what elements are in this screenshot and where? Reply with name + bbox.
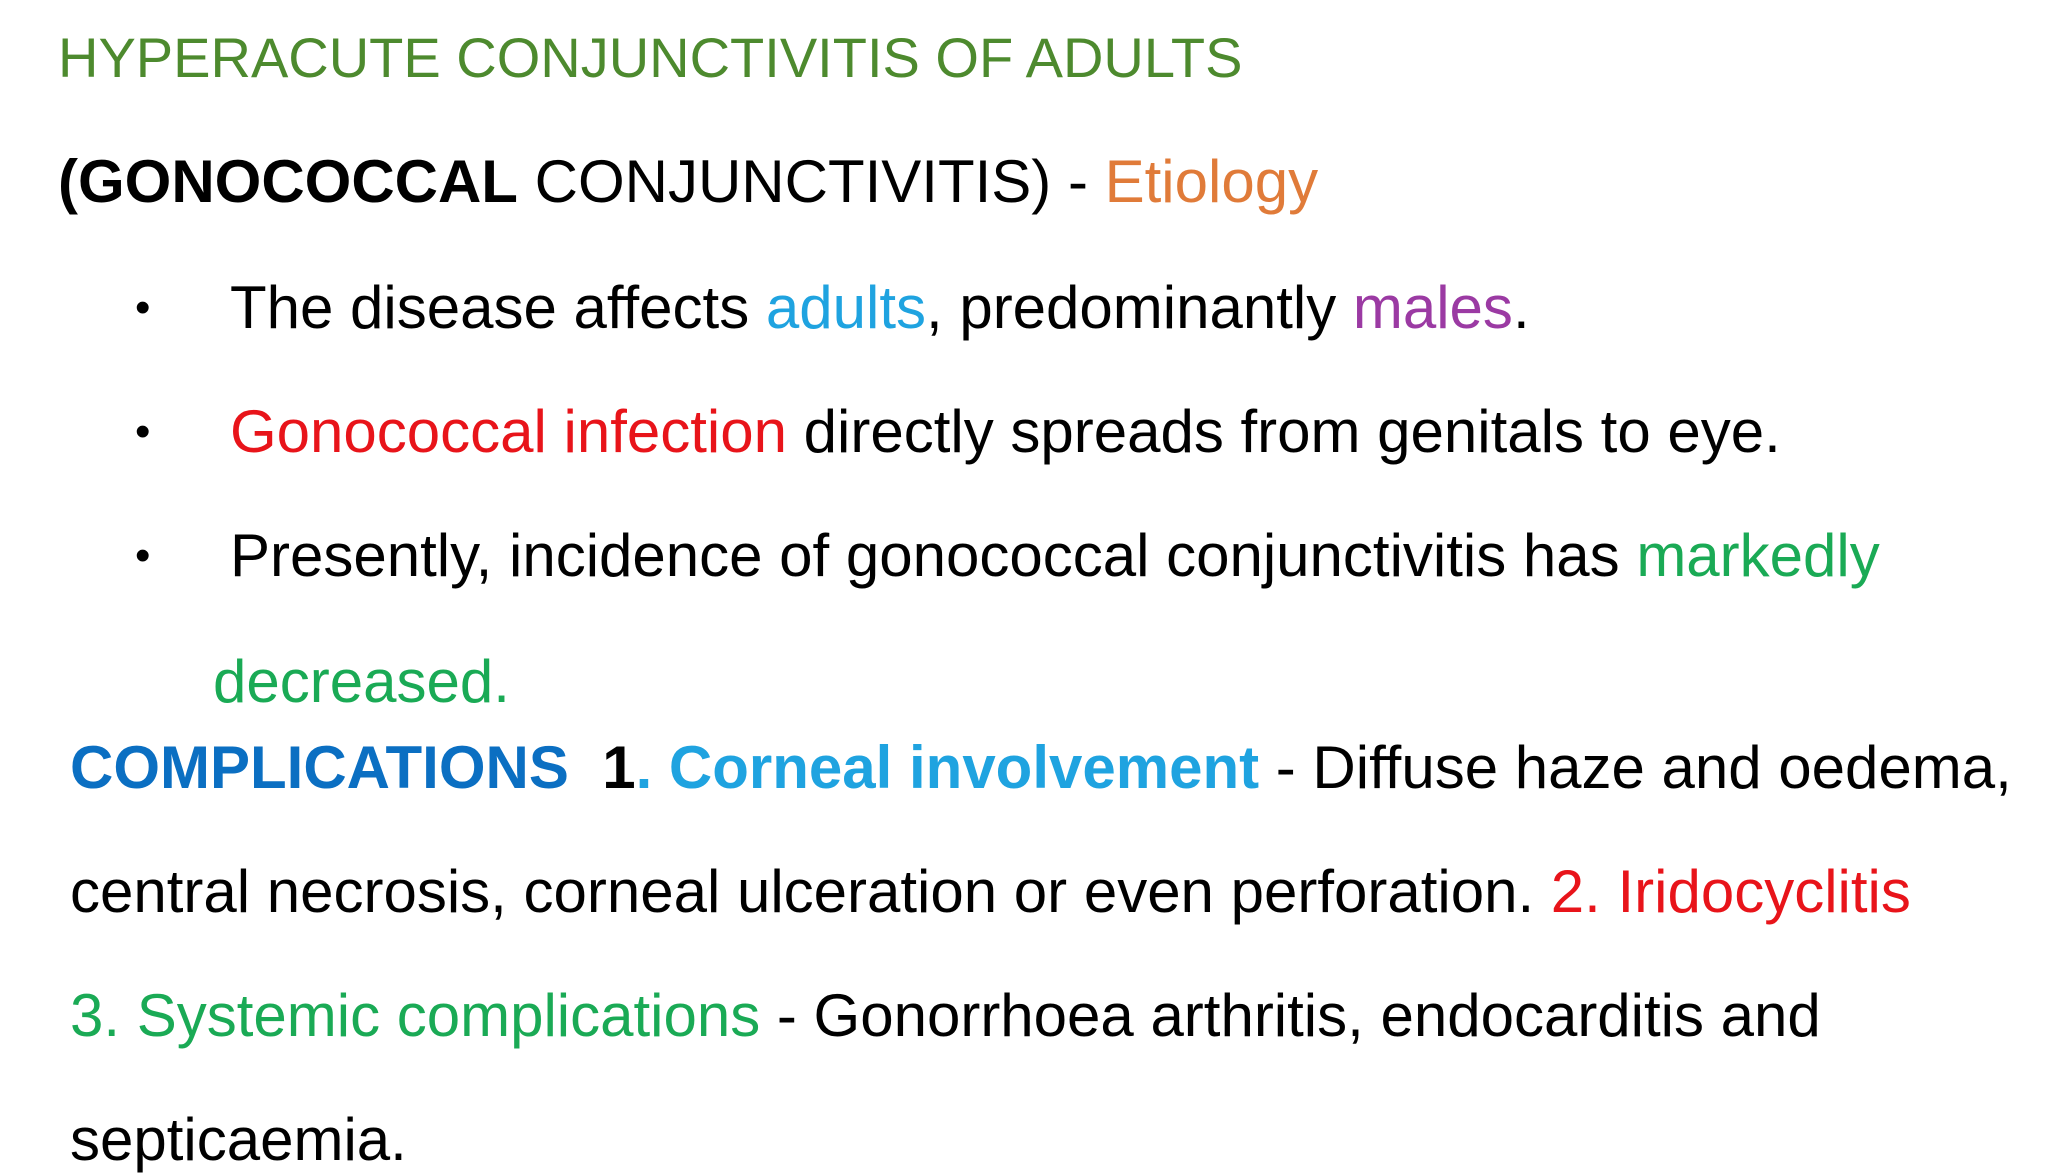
complication-iridocyclitis: 2. Iridocyclitis (1550, 858, 1911, 925)
complication-corneal-desc: - Diffuse haze and oedema, (1259, 734, 2012, 801)
bullet-2-infection: Gonococcal infection (230, 398, 787, 465)
complication-systemic: 3. Systemic complications (70, 982, 761, 1049)
slide-title: HYPERACUTE CONJUNCTIVITIS OF ADULTS (58, 26, 1243, 89)
bullet-1-text: The disease affects (230, 274, 766, 341)
complications-heading: COMPLICATIONS (70, 734, 569, 801)
bullet-3-text: Presently, incidence of gonococcal conjunctivitis has (230, 522, 1637, 589)
bullet-marker: • (135, 407, 151, 456)
bullet-item-1 (230, 274, 1530, 341)
complication-corneal: . Corneal involvement (635, 734, 1260, 801)
complication-corneal-desc-cont: central necrosis, corneal ulceration or even perforation. (70, 858, 1551, 925)
bullet-3-continuation: decreased. (213, 648, 510, 715)
bullet-item-2 (230, 398, 1781, 465)
bullet-item-3 (230, 522, 1880, 589)
complication-systemic-desc: - Gonorrhoea arthritis, endocarditis and (760, 982, 1821, 1049)
subtitle-etiology: Etiology (1104, 148, 1319, 215)
bullet-1-text-b: , predominantly (925, 274, 1353, 341)
complications-line-2 (70, 858, 1911, 925)
bullet-marker: • (135, 283, 151, 332)
complications-line-3 (70, 982, 1821, 1049)
bullet-marker: • (135, 531, 151, 580)
complications-line-1 (70, 734, 2012, 801)
bullet-1-adults: adults (765, 274, 926, 341)
bullet-1-period: . (1512, 274, 1530, 341)
subtitle (58, 148, 1319, 215)
subtitle-normal: CONJUNCTIVITIS) - (517, 148, 1105, 215)
bullet-3-markedly: markedly (1636, 522, 1880, 589)
subtitle-bold: (GONOCOCCAL (58, 148, 518, 215)
complications-line-4: septicaemia. (70, 1106, 407, 1173)
bullet-1-males: males (1352, 274, 1513, 341)
bullet-2-text: directly spreads from genitals to eye. (787, 398, 1781, 465)
complications-number-1: 1 (602, 734, 636, 801)
